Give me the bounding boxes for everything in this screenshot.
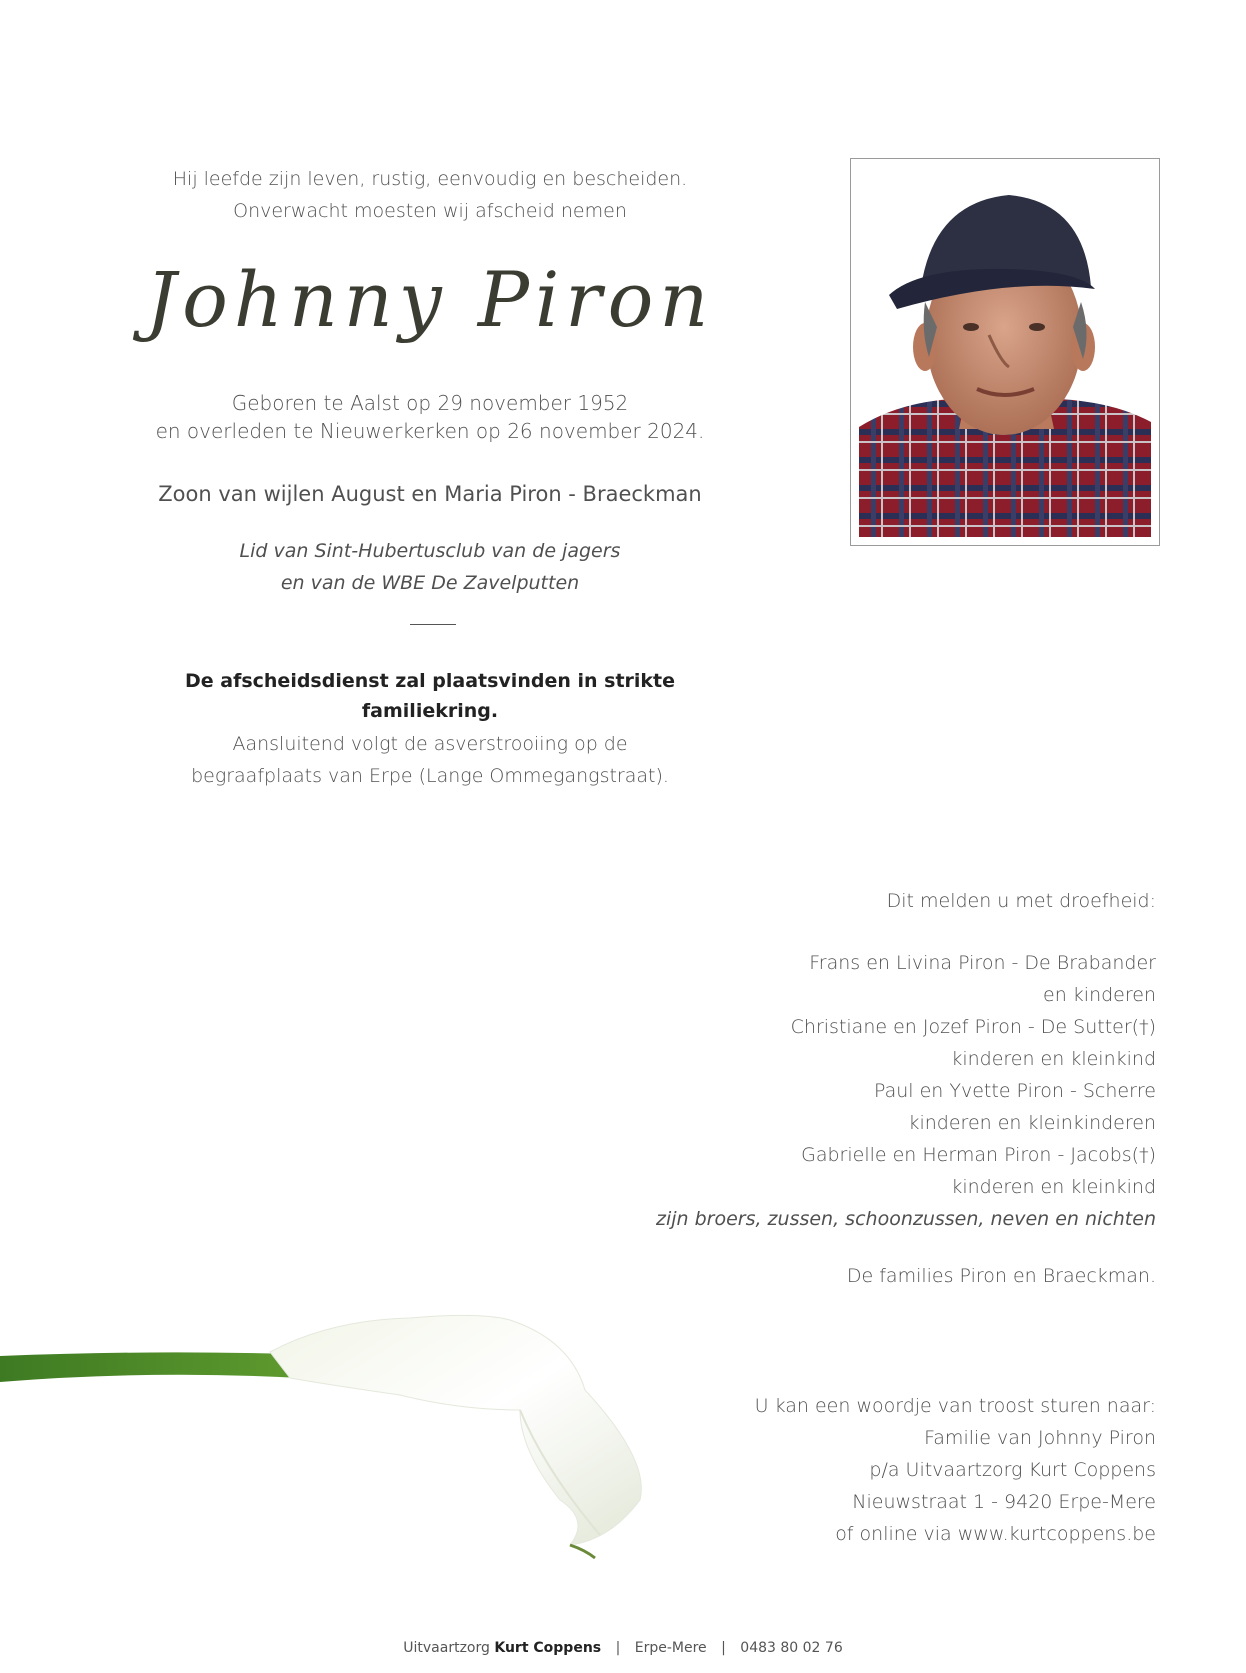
intro-line-1: Hij leefde zijn leven, rustig, eenvoudig en bescheiden.: [172, 168, 688, 190]
portrait-photo: [859, 167, 1151, 537]
family-line: kinderen en kleinkind: [951, 1176, 1156, 1198]
portrait-frame: [850, 158, 1160, 546]
deceased-name: Johnny Piron: [145, 255, 715, 344]
relatives-line: zijn broers, zussen, schoonzussen, neven en nichten: [655, 1208, 1156, 1230]
footer: [0, 1640, 1246, 1656]
intro-line-2: Onverwacht moesten wij afscheid nemen: [233, 200, 627, 222]
family-line: en kinderen: [1043, 984, 1156, 1006]
condolence-line-2: Familie van Johnny Piron: [924, 1427, 1156, 1449]
intro-text: [130, 163, 730, 227]
death-line: en overleden te Nieuwerkerken op 26 november 2024.: [155, 419, 705, 443]
membership-line-2: en van de WBE De Zavelputten: [280, 572, 580, 594]
service-notice: De afscheidsdienst zal plaatsvinden in strikte familiekring.: [184, 670, 676, 722]
birth-line: Geboren te Aalst op 29 november 1952: [231, 391, 629, 415]
condolence-line-4: Nieuwstraat 1 - 9420 Erpe-Mere: [852, 1491, 1156, 1513]
son-of-line: Zoon van wijlen August en Maria Piron - Braeckman: [158, 482, 702, 506]
footer-separator: |: [615, 1640, 621, 1656]
families-line: De families Piron en Braeckman.: [846, 1265, 1156, 1287]
family-list: [456, 947, 1156, 1235]
footer-prefix: Uitvaartzorg: [403, 1640, 490, 1656]
membership-line-1: Lid van Sint-Hubertusclub van de jagers: [239, 540, 621, 562]
family-line: Paul en Yvette Piron - Scherre: [874, 1080, 1156, 1102]
footer-separator: |: [721, 1640, 726, 1656]
family-line: Frans en Livina Piron - De Brabander: [809, 952, 1156, 974]
footer-company: Kurt Coppens: [494, 1640, 602, 1656]
condolence-line-3: p/a Uitvaartzorg Kurt Coppens: [869, 1459, 1156, 1481]
life-dates: [130, 387, 730, 447]
condolence-line-1: U kan een woordje van troost sturen naar:: [754, 1395, 1156, 1417]
footer-town: Erpe-Mere: [634, 1640, 707, 1656]
family-line: kinderen en kleinkinderen: [908, 1112, 1156, 1134]
family-line: Gabrielle en Herman Piron - Jacobs(†): [801, 1144, 1156, 1166]
condolence-block: [456, 1390, 1156, 1550]
family-line: kinderen en kleinkind: [951, 1048, 1156, 1070]
condolence-website-line[interactable]: of online via www.kurtcoppens.be: [835, 1523, 1156, 1545]
membership-text: [130, 535, 730, 599]
service-follow-line-1: Aansluitend volgt de asverstrooiing op de: [232, 733, 628, 755]
family-line: Christiane en Jozef Piron - De Sutter(†): [790, 1016, 1156, 1038]
announcement-heading: Dit melden u met droefheid:: [886, 890, 1156, 912]
footer-phone: 0483 80 02 76: [740, 1640, 843, 1656]
divider: [410, 624, 456, 625]
service-follow: [130, 728, 730, 792]
service-follow-line-2: begraafplaats van Erpe (Lange Ommegangstraat).: [191, 765, 669, 787]
